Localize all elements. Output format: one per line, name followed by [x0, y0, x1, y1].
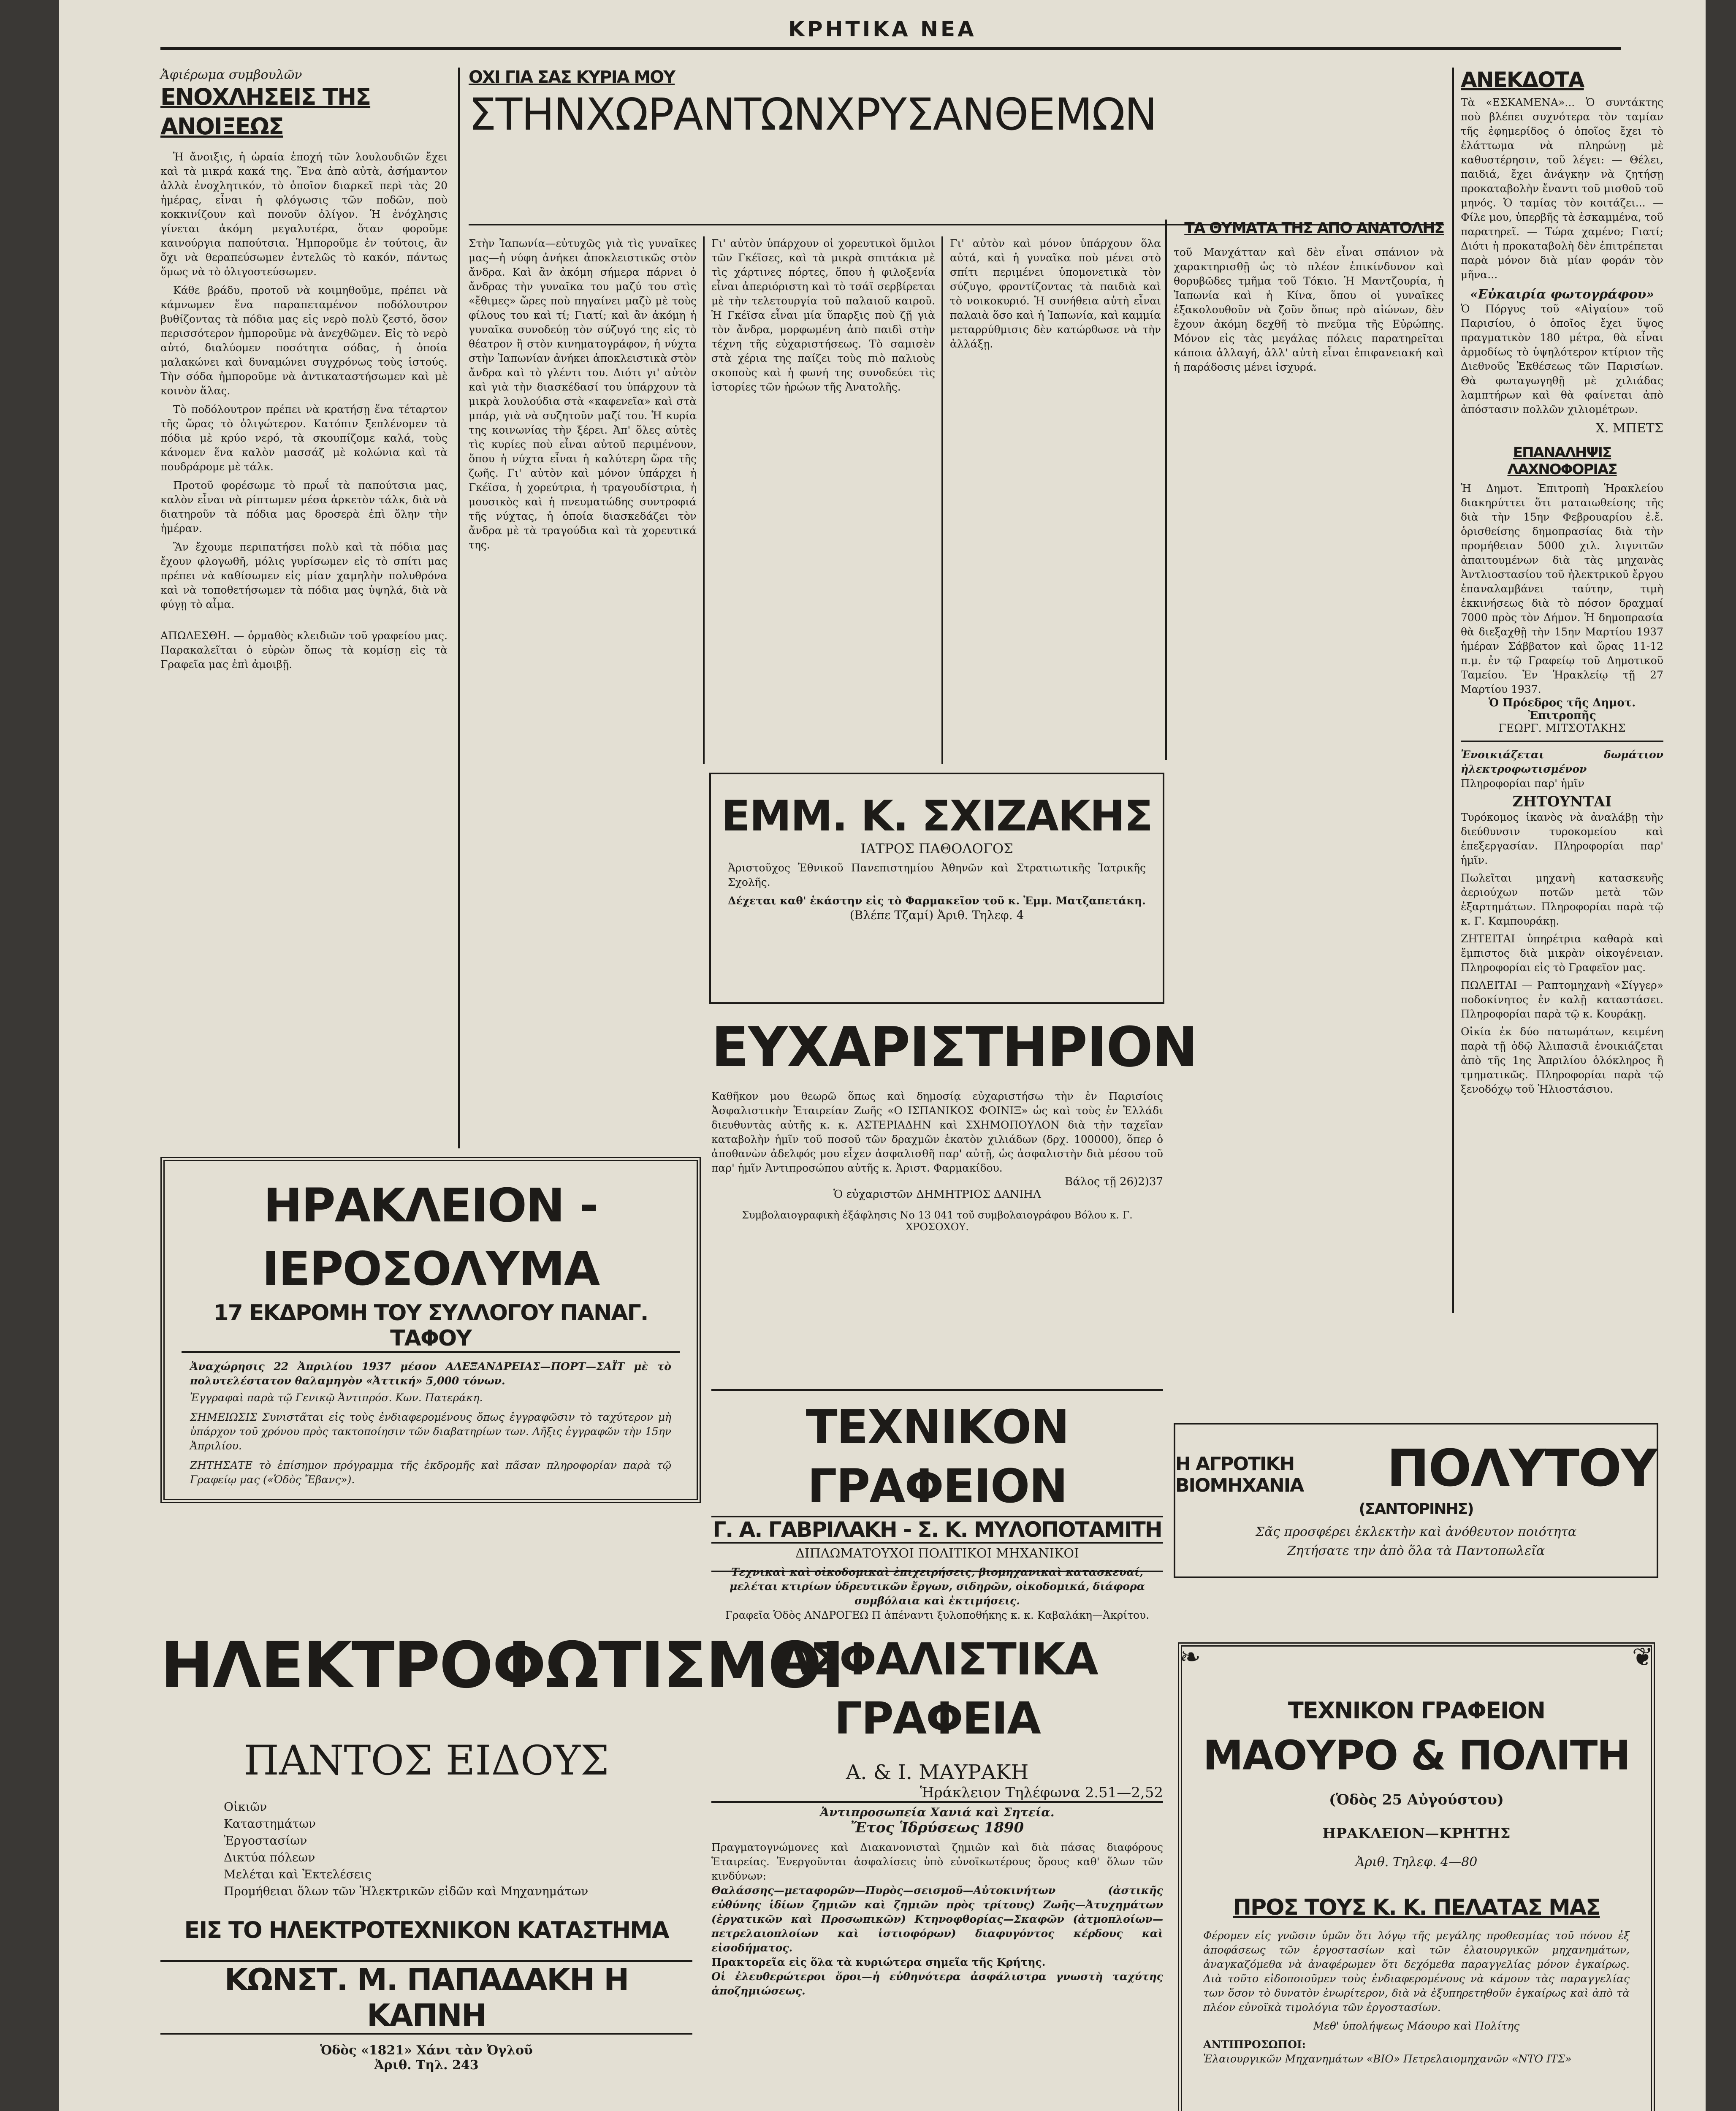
story-col-a: Στὴν Ἰαπωνία—εὐτυχῶς γιὰ τὶς γυναῖκες μας—ἡ νύφη ἀνήκει ἀποκλειστικῶς στὸν ἄνδρα. Καὶ ἂν ἀκόμη σήμερα πάρνει ὁ ἄνδρας τὴν γυναῖκα του μαζύ του στὶς «ἔθιμες» ὥρες ποὺ πηγαίνει μαζὺ μὲ τοὺς φίλους του καὶ τί; Γιατί; καὶ ἂν ἀκόμη ἡ γυναῖκα συνοδεύῃ τὸν σύζυγό της εἰς τὸ θέατρον ἢ στὸν κινηματογράφον, ἡ νύχτα στὴν Ἰαπωνίαν ἀνήκει ἀποκλειστικὰ στὸν ἄνδρα καὶ τὸ γλέντι του. Διότι γι' αὐτὸν καὶ γιὰ τὴν διασκέδασί του ὑπάρχουν τὰ μικρὰ λουλούδια στὰ «καφενεῖα» καὶ στὰ μπάρ, γιὰ νὰ συζητοῦν μαζί του. Ἡ κυρία της κοινωνίας τὴν ξέρει. Ἀπ' ὅλες αὐτὲς τὶς κυρίες ποὺ εἶναι αὐτοῦ περιμένουν, ὅπου ἡ νύχτα εἶναι ἡ καλύτερη ὥρα τῆς ζωῆς. Γι' αὐτὸν καὶ μόνον ὑπάρχει ἡ Γκέϊσα, ἡ χορεύτρια, ἡ τραγουδίστρια, ἡ μουσικὸς καὶ ἡ πνευματώδης συντροφιά τῆς νύχτας, ἡ ὁποία διασκεδάζει τὸν ἄνδρα μὲ τὰ τραγούδια καὶ τὰ χορευτικά της.: [469, 237, 697, 551]
insurance-tel: Ἡράκλειον Τηλέφωνα 2.51—2,52: [711, 1784, 1163, 1803]
electro-address: Ὁδὸς «1821» Χάνι τὰν Ὀγλοῦ: [320, 2043, 533, 2058]
thanks-signer: Ὁ εὐχαριστῶν ΔΗΜΗΤΡΙΟΣ ΔΑΝΙΗΛ: [833, 1188, 1041, 1201]
classified-text: Πωλεῖται μηχανὴ κατασκευῆς ἀεριούχων ποτῶν μετὰ τῶν ἐξαρτημάτων. Πληροφορίαι παρὰ τῷ κ. Γ. Καμπουράκῃ.: [1461, 872, 1663, 927]
electro-subtitle: ΠΑΝΤΟΣ ΕΙΔΟΥΣ: [244, 1737, 609, 1784]
corner-ornament-icon: ❦: [1632, 1642, 1653, 1672]
classified-text: ΠΩΛΕΙΤΑΙ — Ραπτομηχανὴ «Σίγγερ» ποδοκίνητος ἐν καλῇ καταστάσει. Πληροφορίαι παρὰ τῷ κ. Κουράκῃ.: [1461, 979, 1663, 1020]
polytou-pre: Η ΑΓΡΟΤΙΚΗ ΒΙΟΜΗΧΑΝΙΑ: [1175, 1453, 1304, 1496]
auction-signer: ΓΕΩΡΓ. ΜΙΤΣΟΤΑΚΗΣ: [1498, 722, 1626, 735]
list-item: Ἐργοστασίων: [224, 1834, 307, 1848]
mavro-heading: ΤΕΧΝΙΚΟΝ ΓΡΑΦΕΙΟΝ: [1288, 1697, 1545, 1724]
electro-at: ΕΙΣ ΤΟ ΗΛΕΚΤΡΟΤΕΧΝΙΚΟΝ ΚΑΤΑΣΤΗΜΑ: [184, 1917, 669, 1943]
list-item: Μελέται καὶ Ἐκτελέσεις: [224, 1867, 372, 1881]
trip-subtitle: 17 ΕΚΔΡΟΜΗ ΤΟΥ ΣΥΛΛΟΓΟΥ ΠΑΝΑΓ. ΤΑΦΟΥ: [182, 1300, 680, 1353]
insurance-ad: [711, 1596, 1163, 2111]
mavro-to: ΠΡΟΣ ΤΟΥΣ Κ. Κ. ΠΕΛΑΤΑΣ ΜΑΣ: [1233, 1895, 1600, 1920]
repeat-heading: ΕΠΑΝΑΛΗΨΙΣ ΛΑΧΝΟΦΟΡΙΑΣ: [1507, 444, 1617, 478]
tech-office-body: μελέται κτιρίων ὑδρευτικῶν ἔργων, σιδηρῶν, οἰκοδομικά, διάφορα συμβόλαια καὶ ἐκτιμήσεις.: [730, 1580, 1145, 1607]
story-col-d-block: [1174, 220, 1444, 760]
story-col-b: Γι' αὐτὸν ὑπάρχουν οἱ χορευτικοὶ ὅμιλοι τῶν Γκέϊσες, καὶ τὰ μικρὰ σπιτάκια μὲ τὶς χάρτινες πόρτες, ὅπου ἡ φιλοξενία εἶναι ἀπεριόριστη καὶ τὸ τσάϊ σερβίρεται μὲ τὴν τελετουργία τοῦ παλαιοῦ καιροῦ. Ἡ Γκέϊσα εἶναι μία ὕπαρξις ποὺ ζῇ γιὰ τὸν ἄνδρα, μορφωμένη ἀπὸ παιδὶ στὴν τέχνη τῆς εὐχαριστήσεως. Τὸ σαμισὲν στὰ χέρια της παίζει τοὺς πιὸ παλιοὺς σκοποὺς καὶ ἡ φωνή της συνοδεύει τὶς ἱστορίες τῶν ἡρώων τῆς Ἀνατολῆς.: [711, 237, 935, 393]
masthead: [59, 17, 1706, 46]
newspaper-title: ΚΡΗΤΙΚΑ ΝΕΑ: [788, 17, 976, 41]
signature: Χ. ΜΠΕΤΣ: [1595, 421, 1663, 436]
mavro-tel: Ἀριθ. Τηλεφ. 4—80: [1355, 1855, 1478, 1870]
divider: [1461, 741, 1663, 742]
newspaper-page: [59, 0, 1706, 2111]
anecdote-heading: ΑΝΕΚΔΟΤΑ: [1461, 68, 1584, 92]
story-headline: ΣΤΗΝΧΩΡΑΝΤΩΝΧΡΥΣΑΝΘΕΜΩΝ: [469, 89, 1157, 140]
tech-office-ad: [711, 1397, 1163, 1621]
electro-ad: [160, 1596, 844, 2111]
doctor-name: ΕΜΜ. Κ. ΣΧΙΖΑΚΗΣ: [721, 791, 1153, 841]
anecdote-text-2: Ὁ Πόργυς τοῦ «Αἰγαίου» τοῦ Παρισίου, ὁ ὁποῖος ἔχει ὕψος πραγματικὸν 180 μέτρα, θὰ εἶναι ἁρμοδίως τὸ ὑψηλότερον κτίριον τῆς Διεθνοῦς Ἐκθέσεως τῶν Παρισίων. Θὰ φωταγωγηθῇ μὲ χιλιάδας λαμπτήρων καὶ θὰ φαίνεται ἀπὸ ἀπόστασιν πολλῶν χιλιομέτρων.: [1461, 303, 1663, 415]
column-health-article: [160, 68, 448, 1148]
thanks-notary: Συμβολαιογραφικὴ ἐξάφλησις Νο 13 041 τοῦ συμβολαιογράφου Βόλου κ. Γ. ΧΡΟΣΟΧΟΥ.: [742, 1209, 1133, 1233]
thanks-body: Καθῆκον μου θεωρῶ ὅπως καὶ δημοσίᾳ εὐχαριστήσω τὴν ἐν Παρισίοις Ἀσφαλιστικὴν Ἑταιρείαν Ζωῆς «Ο ΙΣΠΑΝΙΚΟΣ ΦΟΙΝΙΞ» ὡς καὶ τοὺς ἐν Ἑλλάδι διευθυντὰς αὐτῆς κ. κ. ΑΣΤΕΡΙΑΔΗΝ καὶ ΣΧΗΜΟΠΟΥΛΟΝ διὰ τὴν ταχεῖαν καταβολὴν ἡμῖν τοῦ ποσοῦ τῶν δραχμῶν ἑκατὸν χιλιάδων (δρχ. 100000), ὅπερ ὁ ἀποθανὼν ἀδελφός μου εἶχεν ἀσφαλισθῆ παρ' αὐτῇ, ὡς ἀσφαλιστὴν διὰ μέσου τοῦ παρ' ἡμῖν Ἀντιπροσώπου αὐτῆς κ. Ἀριστ. Φαρμακίδου.: [711, 1090, 1163, 1174]
column-rule: [1165, 220, 1167, 760]
insurance-foot: Οἱ ἐλευθερώτεροι ὅροι—ἡ εὐθηνότερα ἀσφάλιστρα γνωστὴ ταχύτης ἀποζημιώσεως.: [711, 1970, 1163, 1997]
paragraph: Κάθε βράδυ, προτοῦ νὰ κοιμηθοῦμε, πρέπει νὰ κάμνωμεν ἕνα παραπεταμένον ποδόλουτρον βυθίζοντας τὰ πόδια μας εἰς νερὸ πολὺ ζεστό, ὅσον περισσότερον ἠμποροῦμε νὰ ἀνεχθῶμεν. Εἰς τὸ νερὸ αὐτό, διαλύομεν ποσότητα σόδας, ἡ ὁποία μαλακώνει καὶ δυναμώνει συγχρόνως τοὺς ἱστούς. Τὴν σόδα ἠμποροῦμε νὰ ἀντικαταστήσωμεν καὶ μὲ κοινὸν ἅλας.: [160, 284, 448, 397]
article-kicker: Ἀφιέρωμα συμβουλῶν: [160, 68, 302, 82]
trip-body: Ἀναχώρησις 22 Ἀπριλίου 1937 μέσον ΑΛΕΞΑΝΔΡΕΙΑΣ—ΠΟΡΤ—ΣΑΪΤ μὲ τὸ πολυτελέστατον θαλαμηγὸν «Ἀττική» 5,000 τόνων.: [190, 1360, 671, 1387]
article-headline: ΕΝΟΧΛΗΣΕΙΣ ΤΗΣ ΑΝΟΙΞΕΩΣ: [160, 84, 371, 140]
classified-text: Τυρόκομος ἱκανὸς νὰ ἀναλάβῃ τὴν διεύθυνσιν τυροκομείου καὶ ἐπεξεργασίαν. Πληροφορίαι παρ' ἡμῖν.: [1461, 811, 1663, 866]
column-rule: [941, 236, 943, 764]
lost-notice: ΑΠΩΛΕΣΘΗ. — ὀρμαθὸς κλειδιῶν τοῦ γραφείου μας. Παρακαλεῖται ὁ εὑρὼν ὅπως τὰ κομίσῃ εἰς τὰ Γραφεῖα μας ἐπὶ ἀμοιβῇ.: [160, 630, 448, 670]
thanks-heading: ΕΥΧΑΡΙΣΤΗΡΙΟΝ: [711, 1015, 1197, 1079]
story-col-c: Γι' αὐτὸν καὶ μόνον ὑπάρχουν ὅλα αὐτά, καὶ ἡ γυναῖκα ποὺ μένει στὸ σπίτι περιμένει ὑπομονετικὰ τὸν σύζυγο, φροντίζοντας τὰ παιδιὰ καὶ τὸ νοικοκυριό. Ἡ συνήθεια αὐτὴ εἶναι παλαιὰ ὅσο καὶ ἡ Ἰαπωνία, καὶ καμμία μεταρρύθμισις δὲν κατώρθωσε νὰ τὴν ἀλλάξῃ.: [950, 237, 1161, 350]
electro-tel: Ἀριθ. Τηλ. 243: [374, 2058, 479, 2073]
japan-story-head: [469, 68, 1444, 220]
column-rule: [703, 236, 705, 764]
story-col-d: τοῦ Μανχάτταν καὶ δὲν εἶναι σπάνιον νὰ χαρακτηρισθῇ ὡς τὸ πλέον ἐπικίνδυνον καὶ θορυβῶδες τμῆμα τοῦ Τόκιο. Ἡ Μαντζουρία, ἡ Ἰαπωνία καὶ ἡ Κίνα, ὅπου οἱ γυναῖκες ἐξακολουθοῦν νὰ ζοῦν ὅπως πρὸ αἰώνων, δὲν ἔχουν ἀκόμη δεχθῆ τὸ πνεῦμα τῆς Εὐρώπης. Μόνον εἰς τὰς μεγάλας πόλεις παρατηρεῖται κάποια ἀλλαγή, ἀλλ' αὐτὴ εἶναι ἐπιφανειακή καὶ ἡ παράδοσις μένει ἰσχυρά.: [1174, 246, 1444, 373]
thanks-date: Βάλος τῇ 26)2)37: [1065, 1175, 1163, 1188]
tech-office-names: Γ. Α. ΓΑΒΡΙΛΑΚΗ - Σ. Κ. ΜΥΛΟΠΟΤΑΜΙΤΗ: [711, 1516, 1163, 1544]
sub-headline: ΤΑ ΘΥΜΑΤΑ ΤΗΣ ΑΠΟ ΑΝΑΤΟΛΗΣ: [1184, 220, 1444, 237]
classified-text: Οἰκία ἐκ δύο πατωμάτων, κειμένη παρὰ τῇ ὁδῷ Ἀλιπασιᾶ ἐνοικιάζεται ἀπὸ τῆς 1ης Ἀπριλίου ὁλόκληρος ἢ τμηματικῶς. Πληροφορίαι παρὰ τῷ ξενοδόχῳ τοῦ Ἡλιοστάσιου.: [1461, 1026, 1663, 1095]
electro-list: [160, 1790, 692, 1900]
polytou-name: ΠΟΛΥΤΟΥ: [1387, 1439, 1657, 1498]
trip-note: ΣΗΜΕΙΩΣΙΣ Συνιστᾶται εἰς τοὺς ἐνδιαφερομένους ὅπως ἐγγραφῶσιν τὸ ταχύτερον μὴ ὑπάρχον τοῦ χρόνου πρὸς τακτοποίησιν τῶν διαβατηρίων των. Λῆξις ἐγγραφῶν τὴν 15ην Ἀπριλίου.: [190, 1411, 671, 1452]
mavro-city: ΗΡΑΚΛΕΙΟΝ—ΚΡΗΤΗΣ: [1322, 1825, 1511, 1842]
tech-office-heading: ΤΕΧΝΙΚΟΝ ΓΡΑΦΕΙΟΝ: [806, 1400, 1069, 1513]
classified-text: Πληροφορίαι παρ' ἡμῖν: [1461, 777, 1585, 790]
polytou-ad: [1174, 1423, 1658, 1578]
doctor-desc: Ἀριστοῦχος Ἐθνικοῦ Πανεπιστημίου Ἀθηνῶν καὶ Στρατιωτικῆς Ἰατρικῆς Σχολῆς.: [728, 862, 1146, 888]
column-rule: [458, 68, 460, 1148]
trip-title: ΗΡΑΚΛΕΙΟΝ - ΙΕΡΟΣΟΛΥΜΑ: [262, 1178, 599, 1296]
masthead-rule: [160, 47, 1621, 50]
heraklion-jerusalem-ad: [160, 1157, 701, 1503]
anecdote-text: Τὰ «ΕΣΚΑΜΕΝΑ»... Ὁ συντάκτης ποὺ βλέπει συχνότερα τὸν ταμίαν τῆς ἐφημερίδος ὁ ὁποῖος ἔχει τὸ ἐλάττωμα νὰ πληρώνῃ μὲ καθυστέρησιν, τοῦ λέγει: — Θέλει, παιδιά, ἔχει ἀνάγκην νὰ ζητήσῃ προκαταβολὴν ἔναντι τοῦ μισθοῦ τοῦ μηνός. Ὁ ταμίας τὸν κοιτάζει... — Φίλε μου, ὑπερβῆς τὰ ἐσκαμμένα, τοῦ παρατηρεῖ. — Τώρα χαμένο; Γιατί; Διότι ἡ προκαταβολὴ δὲν ἐπιτρέπεται παρὰ μόνον διὰ μίαν φοράν τὸν μῆνα...: [1461, 96, 1663, 281]
trip-ask: ΖΗΤΗΣΑΤΕ τὸ ἐπίσημον πρόγραμμα τῆς ἐκδρομῆς καὶ πᾶσαν πληροφορίαν παρὰ τῷ Γραφείῳ μας («Ὁδὸς Ἔβανς»).: [190, 1459, 671, 1486]
classified-heading: ΖΗΤΟΥΝΤΑΙ: [1512, 793, 1612, 810]
paragraph: Προτοῦ φορέσωμε τὸ πρωΐ τὰ παπούτσια μας, καλὸν εἶναι νὰ ρίπτωμεν μέσα ἀρκετὸν τάλκ, διὰ νὰ διατηροῦν τὰ πόδια μας δροσερὰ ἐπὶ ὅλην τὴν ἡμέραν.: [160, 479, 448, 535]
mavro-sign: Μεθ' ὑπολήψεως Μάουρο καὶ Πολίτης: [1313, 2020, 1520, 2032]
auction-signer-title: Ὁ Πρόεδρος τῆς Δημοτ. Ἐπιτροπῆς: [1488, 697, 1636, 722]
right-column: [1461, 68, 1663, 1313]
polytou-ask: Ζητήσατε την ἀπὸ ὅλα τὰ Παντοπωλεῖα: [1287, 1544, 1545, 1558]
electro-title: ΗΛΕΚΤΡΟΦΩΤΙΣΜΟΙ: [160, 1629, 844, 1702]
mavro-politi-ad: [1178, 1642, 1655, 2111]
paragraph: Ἡ ἄνοιξις, ἡ ὡραία ἐποχή τῶν λουλουδιῶν ἔχει καὶ τὰ μικρά κακά της. Ἕνα ἀπὸ αὐτὰ, ἀσήμαντον ἀλλὰ ἐνοχλητικόν, τὸ ὁποῖον διαρκεῖ περὶ τὰς 20 ἡμέρας, εἶναι ἡ φλόγωσις τῶν ποδῶν, ποὺ κοκκινίζουν καὶ πονοῦν ὀλίγον. Ἡ ἐνόχλησις γίνεται ἀκόμη μεγαλυτέρα, ὅταν φοροῦμε καινούργια παπούτσια. Ἠμποροῦμε ἐν τούτοις, ἂν ὄχι νὰ θεραπεύσωμεν ἐντελῶς τὸ κακόν, πάντως ὅμως νὰ τὸ ὀλιγοστεύσωμεν.: [160, 151, 448, 278]
doctor-address: (Βλέπε Τζαμί) Ἀριθ. Τηλεφ. 4: [849, 908, 1024, 922]
tech-office-sub: ΔΙΠΛΩΜΑΤΟΥΧΟΙ ΠΟΛΙΤΙΚΟΙ ΜΗΧΑΝΙΚΟΙ: [795, 1546, 1079, 1561]
doctor-hours: Δέχεται καθ' ἑκάστην εἰς τὸ Φαρμακεῖον τοῦ κ. Ἐμμ. Ματζαπετάκη.: [728, 895, 1146, 907]
divider: [711, 1571, 1163, 1572]
trip-registration: Ἐγγραφαὶ παρὰ τῷ Γενικῷ Ἀντιπρόσ. Κων. Πατεράκη.: [190, 1392, 483, 1404]
paragraph: Ἂν ἔχουμε περιπατήσει πολὺ καὶ τὰ πόδια μας ἔχουν φλογωθῆ, μόλις γυρίσωμεν εἰς τὸ σπίτι μας πρέπει νὰ καθίσωμεν εἰς μίαν χαμηλὴν πολυθρόνα καὶ νὰ τοποθετήσωμεν τὰ πόδια μας ὑψηλά, διὰ νὰ φύγῃ τὸ αἷμα.: [160, 541, 448, 611]
story-kicker: ΟΧΙ ΓΙΑ ΣΑΣ ΚΥΡΙΑ ΜΟΥ: [469, 68, 675, 87]
mavro-names: ΜΑΟΥΡΟ & ΠΟΛΙΤΗ: [1203, 1732, 1630, 1779]
anecdote-subhead: «Εὐκαιρία φωτογράφου»: [1470, 287, 1654, 302]
insurance-title: ΑΣΦΑΛΙΣΤΙΚΑ ΓΡΑΦΕΙΑ: [777, 1633, 1098, 1744]
corner-ornament-icon: ❧: [1180, 1642, 1201, 1672]
mavro-reps-heading: ΑΝΤΙΠΡΟΣΩΠΟΙ:: [1203, 2038, 1306, 2051]
insurance-owner: Α. & Ι. ΜΑΥΡΑΚΗ: [846, 1761, 1029, 1784]
electro-owner: ΚΩΝΣΤ. Μ. ΠΑΠΑΔΑΚΗ Η ΚΑΠΝΗ: [160, 1960, 692, 2035]
divider: [711, 1389, 1163, 1391]
mavro-address: (Ὁδὸς 25 Αὐγούστου): [1329, 1791, 1504, 1808]
paragraph: Τὸ ποδόλουτρον πρέπει νὰ κρατήσῃ ἕνα τέταρτον τῆς ὥρας τὸ ὀλιγώτερον. Κατόπιν ξεπλένομεν τὰ πόδια μὲ κρύο νερό, τὰ σκουπίζομε καλά, τοὺς κάνομεν ἕνα καλὸν μασσάζ μὲ κολώνια καὶ τὰ πουδράρομε μὲ τάλκ.: [160, 403, 448, 473]
list-item: Καταστημάτων: [224, 1817, 316, 1831]
polytou-line: Σᾶς προσφέρει ἐκλεκτὴν καὶ ἀνόθευτον ποιότητα: [1255, 1525, 1577, 1539]
list-item: Οἰκιῶν: [224, 1800, 267, 1814]
doctor-title: ΙΑΤΡΟΣ ΠΑΘΟΛΟΓΟΣ: [860, 841, 1013, 857]
insurance-year: Ἔτος Ἱδρύσεως 1890: [850, 1819, 1024, 1836]
polytou-place: (ΣΑΝΤΟΡΙΝΗΣ): [1359, 1500, 1473, 1518]
list-item: Προμήθειαι ὅλων τῶν Ἠλεκτρικῶν εἰδῶν καὶ Μηχανημάτων: [224, 1884, 589, 1898]
insurance-body: Πραγματογνώμονες καὶ Διακανονισταὶ ζημιῶν καὶ διὰ πάσας διαφόρους Ἑταιρείας. Ἐνεργοῦνται ἀσφαλίσεις ὑπὸ εὐνοϊκωτέρους ὅρους καθ' ὅλων τῶν κινδύνων:: [711, 1841, 1163, 1882]
thanks-notice-1: [711, 1013, 1197, 1435]
classified-heading: Ἐνοικιάζεται δωμάτιον ἠλεκτροφωτισμένον: [1461, 749, 1663, 775]
insurance-cta: Πρακτορεῖα εἰς ὅλα τὰ κυριώτερα σημεῖα τῆς Κρήτης.: [711, 1956, 1046, 1968]
insurance-risks: Θαλάσσης—μεταφορῶν—Πυρὸς—σεισμοῦ—Αὐτοκινήτων (ἀστικῆς εὐθύνης ἰδίων ζημιῶν καὶ ζημιῶν πρὸς τρίτους) Ζωῆς—Ἀτυχημάτων (ἐργατικῶν καὶ Προσωπικῶν) Κτηνοφθορίας—Σκαφῶν (ἀτμοπλοίων—πετρελαιοπλοίων καὶ ἱστιοφόρων) διαφυγόντος κέρδους καὶ εἰσοδήματος.: [711, 1884, 1163, 1954]
tech-office-address: Γραφεῖα Ὁδὸς ΑΝΔΡΟΓΕΩ Π ἀπέναντι ξυλοποθήκης κ. κ. Καβαλάκη—Ἀκρίτου.: [725, 1609, 1150, 1621]
article-body: [160, 150, 448, 612]
classified-text: ΖΗΤΕΙΤΑΙ ὑπηρέτρια καθαρὰ καὶ ἔμπιστος διὰ μικρὰν οἰκογένειαν. Πληροφορίαι εἰς τὸ Γραφεῖον μας.: [1461, 933, 1663, 974]
mavro-reps: Ἐλαιουργικῶν Μηχανημάτων «ΒΙΟ» Πετρελαιομηχανῶν «ΝΤΟ ΙΤΣ»: [1203, 2053, 1572, 2065]
auction-notice: Ἡ Δημοτ. Ἐπιτροπὴ Ἡρακλείου διακηρύττει ὅτι ματαιωθείσης τῆς διὰ τὴν 15ην Φεβρουαρίου ἐ.ἔ. ὁρισθείσης δημοπρασίας διὰ τὴν προμήθειαν 5000 χιλ. λιγνιτῶν ἀπαιτουμένων διὰ τὰς μηχανὰς Ἀντλιοστασίου τοῦ ἠλεκτρικοῦ ἔργου ἐπαναλαμβάνει ταύτην, τιμὴ ἐκκινήσεως διὰ τὸ πόσον δραχμαί 7000 πρὸς τὸν Δήμον. Ἡ δημοπρασία θὰ διεξαχθῇ τὴν 15ην Μαρτίου 1937 ἡμέραν Σάββατον καὶ ὥρας 11-12 π.μ. ἐν τῷ Γραφείῳ τοῦ Δημοτικοῦ Ταμείου. Ἐν Ἡρακλείῳ τῇ 27 Μαρτίου 1937.: [1461, 482, 1663, 695]
insurance-rep: Ἀντιπροσωπεία Χανιά καὶ Σητεία.: [820, 1805, 1055, 1819]
mavro-body: Φέρομεν εἰς γνῶσιν ὑμῶν ὅτι λόγῳ τῆς μεγάλης προθεσμίας τοῦ πόνου ἐξ ἀποφάσεως τῶν ἐργοστασίων καὶ τῶν ἐλαιουργικῶν μηχανημάτων, ἀναγκαζόμεθα νὰ ἀναφέρωμεν ὅτι δεχόμεθα παραγγελίας μόνον ἐγκαίρως. Διὰ τοῦτο εἰδοποιοῦμεν τοὺς ἐνδιαφερομένους νὰ κάμουν τὰς παραγγελίας των ὅσον τὸ δυνατὸν ἐνωρίτερον, διὰ νὰ ἐξυπηρετηθοῦν ἐγκαίρως καὶ ἀπὸ τὰ πλέον εὐνοϊκὰ τιμολόγια τῶν ἐργοστασίων.: [1203, 1929, 1630, 2013]
list-item: Δικτύα πόλεων: [224, 1851, 315, 1864]
doctor-ad: [709, 773, 1164, 1004]
column-rule: [1452, 68, 1454, 1313]
